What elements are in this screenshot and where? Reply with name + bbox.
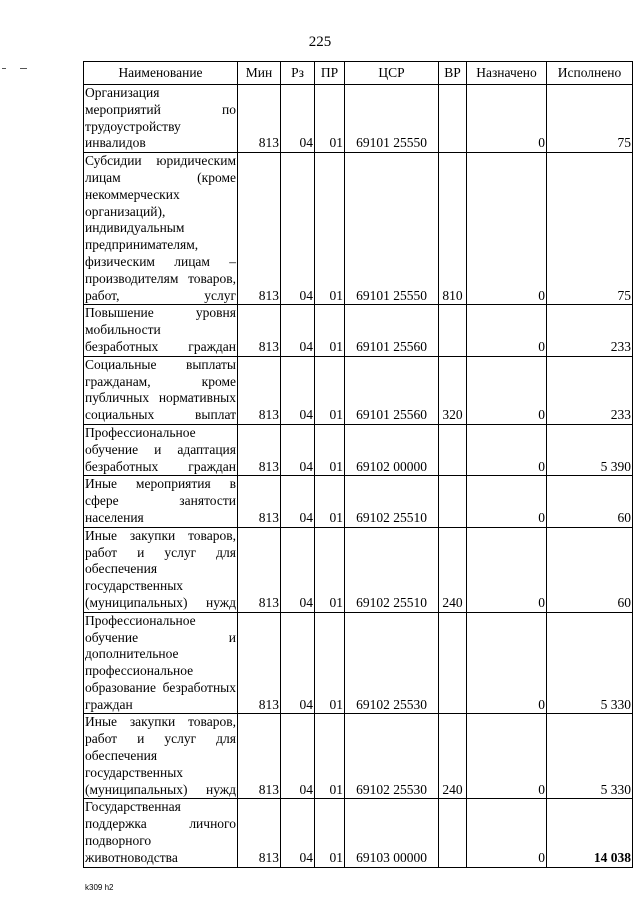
cell-vr <box>439 424 467 475</box>
table-header-row <box>84 62 633 85</box>
cell-executed: 60 <box>547 527 633 612</box>
cell-min: 813 <box>238 356 281 424</box>
cell-assigned: 0 <box>467 153 547 305</box>
cell-vr <box>439 476 467 527</box>
cell-pr: 01 <box>315 153 345 305</box>
cell-pr: 01 <box>315 356 345 424</box>
cell-name: Социальные выплаты гражданам, кроме публичных нормативных социальных выплат <box>84 356 238 424</box>
table-row <box>84 612 633 714</box>
cell-min: 813 <box>238 527 281 612</box>
cell-name: Профессиональное обучение и адаптация безработных граждан <box>84 424 238 475</box>
cell-vr <box>439 305 467 356</box>
col-header-rz: Рз <box>281 62 315 85</box>
cell-name: Иные мероприятия в сфере занятости населения <box>84 476 238 527</box>
cell-min: 813 <box>238 799 281 867</box>
cell-assigned: 0 <box>467 85 547 153</box>
cell-rz: 04 <box>281 476 315 527</box>
cell-vr: 320 <box>439 356 467 424</box>
cell-name: Профессиональное обучение и дополнительное профессиональное образование безработных граждан <box>84 612 238 714</box>
cell-rz: 04 <box>281 85 315 153</box>
cell-rz: 04 <box>281 424 315 475</box>
table-row <box>84 527 633 612</box>
col-header-csr: ЦСР <box>345 62 439 85</box>
cell-rz: 04 <box>281 612 315 714</box>
cell-executed: 14 038 <box>547 799 633 867</box>
budget-table <box>83 61 633 868</box>
cell-assigned: 0 <box>467 612 547 714</box>
cell-pr: 01 <box>315 85 345 153</box>
table-row <box>84 476 633 527</box>
col-header-executed: Исполнено <box>547 62 633 85</box>
cell-name: Повышение уровня мобильности безработных граждан <box>84 305 238 356</box>
cell-vr: 240 <box>439 527 467 612</box>
cell-executed: 75 <box>547 153 633 305</box>
page-number: 225 <box>308 34 332 50</box>
cell-csr: 69102 00000 <box>345 424 439 475</box>
cell-csr: 69103 00000 <box>345 799 439 867</box>
cell-pr: 01 <box>315 799 345 867</box>
cell-min: 813 <box>238 85 281 153</box>
table-row <box>84 424 633 475</box>
cell-min: 813 <box>238 612 281 714</box>
cell-vr: 810 <box>439 153 467 305</box>
cell-executed: 233 <box>547 356 633 424</box>
cell-csr: 69101 25560 <box>345 356 439 424</box>
cell-name: Организация мероприятий по трудоустройству инвалидов <box>84 85 238 153</box>
cell-executed: 233 <box>547 305 633 356</box>
cell-assigned: 0 <box>467 424 547 475</box>
cell-min: 813 <box>238 305 281 356</box>
cell-assigned: 0 <box>467 799 547 867</box>
cell-pr: 01 <box>315 424 345 475</box>
table-row <box>84 153 633 305</box>
cell-executed: 75 <box>547 85 633 153</box>
cell-assigned: 0 <box>467 356 547 424</box>
cell-min: 813 <box>238 476 281 527</box>
col-header-min: Мин <box>238 62 281 85</box>
cell-vr <box>439 612 467 714</box>
cell-rz: 04 <box>281 305 315 356</box>
cell-assigned: 0 <box>467 714 547 799</box>
cell-csr: 69101 25550 <box>345 85 439 153</box>
cell-name: Государственная поддержка личного подворного животноводства <box>84 799 238 867</box>
cell-rz: 04 <box>281 714 315 799</box>
cell-rz: 04 <box>281 153 315 305</box>
cell-executed: 5 330 <box>547 612 633 714</box>
cell-executed: 60 <box>547 476 633 527</box>
cell-csr: 69102 25510 <box>345 527 439 612</box>
cell-csr: 69102 25530 <box>345 714 439 799</box>
cell-min: 813 <box>238 714 281 799</box>
cell-csr: 69102 25530 <box>345 612 439 714</box>
cell-rz: 04 <box>281 356 315 424</box>
cell-pr: 01 <box>315 612 345 714</box>
cell-vr <box>439 799 467 867</box>
cell-pr: 01 <box>315 714 345 799</box>
cell-pr: 01 <box>315 527 345 612</box>
cell-min: 813 <box>238 153 281 305</box>
table-row <box>84 85 633 153</box>
col-header-assigned: Назначено <box>467 62 547 85</box>
footer-code: k309 h2 <box>85 883 114 892</box>
cell-csr: 69102 25510 <box>345 476 439 527</box>
table-row <box>84 799 633 867</box>
cell-executed: 5 390 <box>547 424 633 475</box>
col-header-vr: ВР <box>439 62 467 85</box>
cell-name: Иные закупки товаров, работ и услуг для обеспечения государственных (муниципальных) нужд <box>84 714 238 799</box>
cell-vr: 240 <box>439 714 467 799</box>
cell-name: Иные закупки товаров, работ и услуг для обеспечения государственных (муниципальных) нужд <box>84 527 238 612</box>
cell-min: 813 <box>238 424 281 475</box>
margin-mark <box>20 68 27 69</box>
cell-assigned: 0 <box>467 476 547 527</box>
cell-rz: 04 <box>281 799 315 867</box>
cell-pr: 01 <box>315 476 345 527</box>
table-row <box>84 714 633 799</box>
cell-assigned: 0 <box>467 305 547 356</box>
cell-executed: 5 330 <box>547 714 633 799</box>
col-header-pr: ПР <box>315 62 345 85</box>
cell-csr: 69101 25560 <box>345 305 439 356</box>
cell-vr <box>439 85 467 153</box>
col-header-name: Наименование <box>84 62 238 85</box>
cell-pr: 01 <box>315 305 345 356</box>
table-row <box>84 305 633 356</box>
cell-rz: 04 <box>281 527 315 612</box>
cell-csr: 69101 25550 <box>345 153 439 305</box>
margin-mark <box>2 68 6 69</box>
table-row <box>84 356 633 424</box>
cell-assigned: 0 <box>467 527 547 612</box>
cell-name: Субсидии юридическим лицам (кроме некоммерческих организаций), индивидуальным предпринимателям, физическим лицам – производителям товаров, работ, услуг <box>84 153 238 305</box>
